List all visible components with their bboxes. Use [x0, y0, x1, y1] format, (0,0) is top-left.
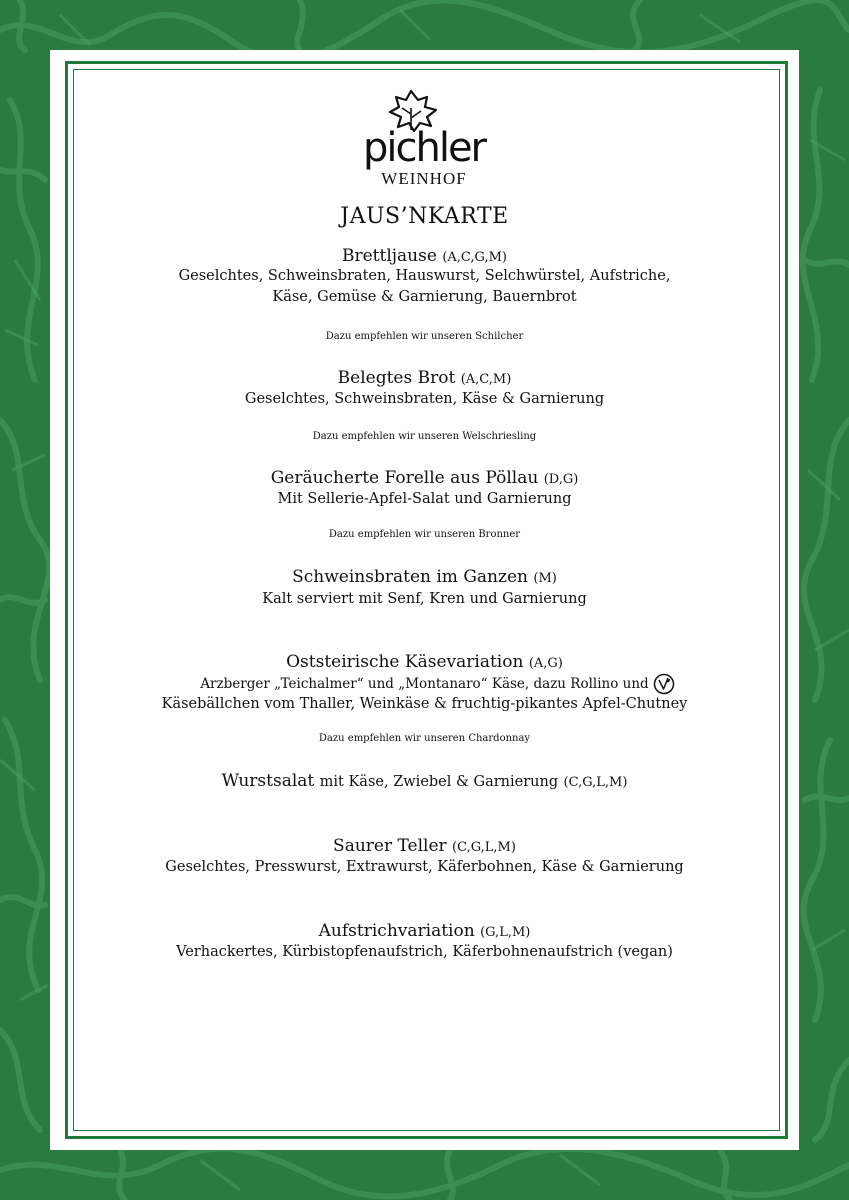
dish-name: Schweinsbraten im Ganzen — [292, 567, 528, 587]
dish-brettljause — [0, 246, 849, 268]
dish-description: Arzberger „Teichalmer“ und „Montanaro“ Käse, dazu Rollino und — [200, 676, 649, 692]
dish-name: Oststeirische Käsevariation — [286, 652, 524, 672]
wine-recommendation: Dazu empfehlen wir unseren Schilcher — [325, 331, 524, 342]
dish-allergens: (C,G,L,M) — [452, 840, 516, 855]
dish-name: Geräucherte Forelle aus Pöllau — [270, 468, 539, 488]
dish-allergens: (M) — [533, 571, 557, 586]
dish-allergens: (C,G,L,M) — [563, 775, 628, 790]
dish-description: Verhackertes, Kürbistopfenaufstrich, Käferbohnenaufstrich (vegan) — [176, 944, 673, 960]
wine-recommendation: Dazu empfehlen wir unseren Bronner — [328, 529, 521, 540]
dish-allergens: (G,L,M) — [480, 925, 531, 940]
dish-schweinsbraten — [0, 567, 849, 589]
dish-description: Mit Sellerie-Apfel-Salat und Garnierung — [277, 491, 572, 507]
wine-recommendation: Dazu empfehlen wir unseren Chardonnay — [318, 733, 531, 744]
dish-name: Saurer Teller — [333, 836, 447, 856]
dish-allergens: (A,G) — [528, 656, 563, 671]
menu-title: JAUS’NKARTE — [340, 204, 509, 229]
dish-name: Belegtes Brot — [337, 368, 456, 388]
dish-allergens: (A,C,M) — [460, 372, 512, 387]
dish-allergens: (A,C,G,M) — [442, 250, 507, 265]
dish-description: Geselchtes, Presswurst, Extrawurst, Käferbohnen, Käse & Garnierung — [165, 859, 684, 875]
dish-description: Käsebällchen vom Thaller, Weinkäse & fruchtig-pikantes Apfel-Chutney — [161, 696, 688, 712]
brand-subtitle: WEINHOF — [381, 169, 467, 188]
dish-description: Käse, Gemüse & Garnierung, Bauernbrot — [272, 289, 577, 305]
dish-aufstrichvariation — [0, 921, 849, 943]
dish-kaesevariation — [0, 652, 849, 674]
dish-description: Geselchtes, Schweinsbraten, Hauswurst, Selchwürstel, Aufstriche, — [178, 268, 671, 284]
dish-name: Aufstrichvariation — [318, 921, 475, 941]
dish-belegtes-brot — [0, 368, 849, 390]
brand-logo — [354, 88, 494, 188]
brand-name: pichler — [362, 125, 485, 171]
vegan-leaf-icon — [653, 673, 675, 695]
dish-forelle — [0, 468, 849, 490]
dish-name: Wurstsalat — [221, 771, 315, 791]
dish-description: Geselchtes, Schweinsbraten, Käse & Garnierung — [244, 391, 605, 407]
wine-recommendation: Dazu empfehlen wir unseren Welschriesling — [312, 431, 537, 442]
dish-allergens: (D,G) — [543, 472, 579, 487]
dish-name: Brettljause — [342, 246, 437, 266]
dish-saurer-teller — [0, 836, 849, 858]
dish-wurstsalat — [0, 771, 849, 793]
dish-description: Kalt serviert mit Senf, Kren und Garnierung — [262, 591, 587, 607]
dish-name-rest: mit Käse, Zwiebel & Garnierung — [319, 774, 559, 790]
